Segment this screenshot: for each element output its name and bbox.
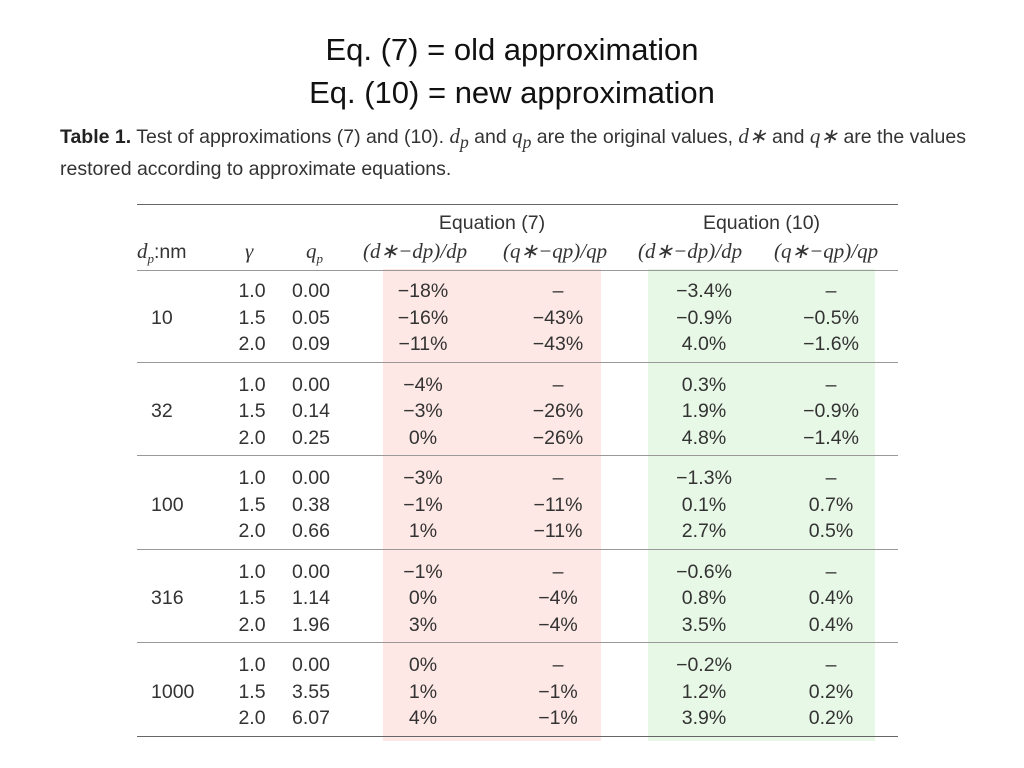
cell-eq7-q: −26% [532, 400, 584, 422]
cell-eq7-d: 0% [408, 587, 438, 609]
cell-eq10-d: −1.3% [676, 467, 732, 489]
table-top-rule [137, 204, 898, 205]
cell-eq7-q: −26% [532, 426, 584, 449]
header-eq7-d-error: (d∗−dp)/dp [363, 239, 468, 263]
caption-qp: $q_p$ [512, 124, 532, 153]
cell-eq7-q: −43% [532, 306, 584, 329]
caption-and-1: and [474, 126, 507, 148]
cell-gamma: 1.0 [238, 280, 266, 302]
cell-eq10-d: 1.2% [681, 680, 727, 703]
cell-eq7-q: – [552, 654, 564, 676]
caption-dstar: d∗ [738, 124, 767, 148]
cell-eq10-d: −0.9% [676, 306, 732, 329]
cell-eq10-d: 0.3% [681, 373, 727, 396]
header-gamma: γ [245, 239, 254, 263]
cell-gamma: 1.0 [238, 373, 266, 396]
cell-eq7-q: – [552, 373, 564, 396]
header-eq10-q-error: (q∗−qp)/qp [774, 239, 879, 263]
cell-eq7-q: −1% [538, 707, 578, 729]
group-separator [137, 362, 898, 363]
cell-qp: 0.09 [292, 333, 330, 355]
group-separator [137, 642, 898, 643]
caption-dp: $d_p$ [449, 124, 469, 153]
header-rule [137, 270, 898, 271]
cell-eq7-d: −1% [403, 560, 443, 583]
cell-qp: 1.96 [292, 613, 330, 636]
cell-eq10-q: 0.5% [808, 520, 854, 542]
cell-gamma: 1.5 [238, 306, 266, 329]
cell-eq10-q: −1.6% [803, 333, 859, 355]
cell-eq7-d: 1% [408, 520, 438, 542]
cell-qp: 0.00 [292, 654, 330, 676]
cell-eq7-q: −4% [538, 613, 578, 636]
cell-dp: 1000 [151, 680, 195, 703]
caption-qstar: q∗ [809, 124, 839, 148]
cell-eq7-q: – [552, 280, 564, 302]
header-qp: $q_p$ [306, 239, 323, 267]
group-separator [137, 455, 898, 456]
caption-text-c: are the values restored according to approximate equations. [60, 126, 966, 181]
cell-qp: 0.00 [292, 560, 330, 583]
cell-eq7-d: 0% [408, 426, 438, 449]
slide-title-line-1: Eq. (7) = old approximation [325, 32, 699, 67]
cell-eq10-q: – [825, 280, 837, 302]
cell-gamma: 2.0 [238, 426, 266, 449]
cell-dp: 10 [151, 306, 173, 329]
cell-eq7-d: 4% [408, 707, 438, 729]
cell-eq10-d: −0.6% [676, 560, 732, 583]
cell-eq10-q: 0.4% [808, 613, 854, 636]
cell-eq10-d: 4.8% [681, 426, 727, 449]
cell-eq10-q: – [825, 373, 837, 396]
cell-eq7-d: 0% [408, 654, 438, 676]
cell-gamma: 1.5 [238, 400, 266, 422]
cell-eq7-d: −1% [403, 493, 443, 516]
cell-qp: 0.00 [292, 467, 330, 489]
cell-gamma: 2.0 [238, 707, 266, 729]
cell-gamma: 2.0 [238, 520, 266, 542]
cell-qp: 0.00 [292, 280, 330, 302]
cell-eq7-d: −3% [403, 400, 443, 422]
cell-eq10-q: – [825, 467, 837, 489]
cell-eq7-q: −11% [533, 493, 583, 516]
cell-dp: 316 [151, 587, 184, 609]
cell-eq7-d: −4% [403, 373, 443, 396]
cell-gamma: 1.0 [238, 560, 266, 583]
cell-qp: 0.00 [292, 373, 330, 396]
cell-eq7-d: 3% [408, 613, 438, 636]
cell-eq7-q: −43% [532, 333, 584, 355]
header-eq10-d-error: (d∗−dp)/dp [638, 239, 743, 263]
cell-dp: 32 [151, 400, 173, 422]
cell-eq10-q: 0.2% [808, 680, 854, 703]
header-dp: $d_p:nm$ [137, 239, 187, 267]
cell-eq7-q: – [552, 467, 564, 489]
cell-eq10-q: −0.5% [803, 306, 859, 329]
cell-qp: 0.05 [292, 306, 330, 329]
group-separator [137, 549, 898, 550]
table-caption [60, 123, 995, 183]
cell-eq10-q: – [825, 560, 837, 583]
cell-eq10-d: −3.4% [676, 280, 732, 302]
header-group-equation-10: Equation (10) [702, 212, 821, 234]
cell-eq10-q: 0.2% [808, 707, 854, 729]
cell-qp: 0.25 [292, 426, 330, 449]
cell-gamma: 1.5 [238, 493, 266, 516]
cell-eq10-d: 1.9% [681, 400, 727, 422]
approximation-table [137, 204, 898, 742]
cell-eq10-d: −0.2% [676, 654, 732, 676]
cell-eq10-d: 3.5% [681, 613, 727, 636]
caption-and-2: and [771, 126, 805, 148]
cell-eq10-d: 3.9% [681, 707, 727, 729]
cell-gamma: 1.5 [238, 587, 266, 609]
cell-eq10-q: 0.4% [808, 587, 854, 609]
caption-text-b: are the original values, [536, 126, 733, 148]
cell-qp: 0.66 [292, 520, 330, 542]
cell-eq7-d: 1% [408, 680, 438, 703]
table-bottom-rule [137, 736, 898, 737]
caption-label: Table 1. [60, 126, 132, 148]
cell-qp: 1.14 [292, 587, 330, 609]
cell-eq10-q: −1.4% [803, 426, 859, 449]
cell-eq7-q: −4% [538, 587, 578, 609]
cell-eq7-d: −18% [397, 280, 449, 302]
cell-qp: 0.14 [292, 400, 330, 422]
slide-title-line-2: Eq. (10) = new approximation [309, 75, 715, 110]
cell-eq7-q: −11% [533, 520, 583, 542]
cell-eq10-d: 0.8% [681, 587, 727, 609]
cell-eq7-d: −16% [397, 306, 449, 329]
cell-eq10-q: −0.9% [803, 400, 859, 422]
cell-qp: 3.55 [292, 680, 330, 703]
header-group-equation-7: Equation (7) [438, 212, 546, 234]
cell-gamma: 1.5 [238, 680, 266, 703]
caption-text-a: Test of approximations (7) and (10). [136, 126, 445, 148]
cell-gamma: 2.0 [238, 613, 266, 636]
header-eq7-q-error: (q∗−qp)/qp [503, 239, 608, 263]
cell-eq7-q: – [552, 560, 564, 583]
cell-eq10-q: – [825, 654, 837, 676]
cell-eq7-d: −3% [403, 467, 443, 489]
cell-qp: 0.38 [292, 493, 330, 516]
cell-eq10-q: 0.7% [808, 493, 854, 516]
cell-eq7-q: −1% [538, 680, 578, 703]
cell-eq10-d: 4.0% [681, 333, 727, 355]
cell-gamma: 2.0 [238, 333, 266, 355]
cell-eq10-d: 2.7% [681, 520, 727, 542]
cell-dp: 100 [151, 493, 184, 516]
cell-gamma: 1.0 [238, 467, 266, 489]
cell-eq10-d: 0.1% [681, 493, 727, 516]
cell-eq7-d: −11% [398, 333, 448, 355]
cell-gamma: 1.0 [238, 654, 266, 676]
cell-qp: 6.07 [292, 707, 330, 729]
